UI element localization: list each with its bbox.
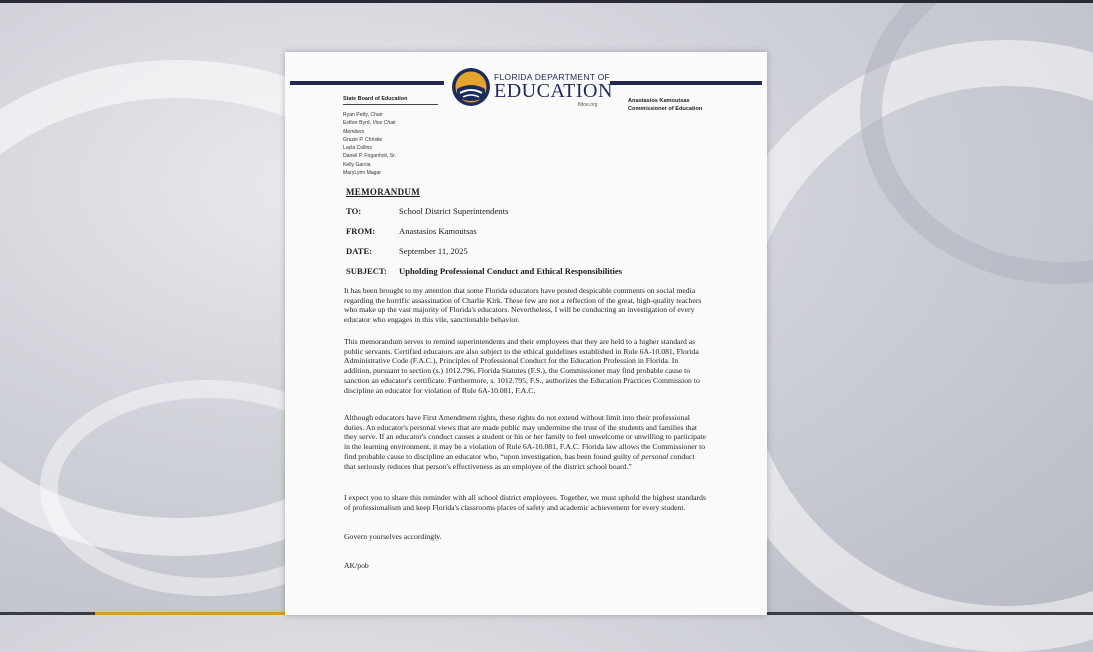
board-member: Grazie P. Christie: [343, 136, 383, 143]
memo-date-label: DATE:: [346, 246, 373, 256]
memo-closing: Govern yourselves accordingly.: [344, 532, 442, 541]
memo-to: [346, 206, 508, 216]
agency-name-line1: FLORIDA DEPARTMENT OF: [494, 72, 610, 82]
memo-initials: AK/pob: [344, 561, 369, 570]
memo-date: [346, 246, 468, 256]
fldoe-seal-icon: [451, 67, 491, 107]
board-member: Ryan Petty, Chair: [343, 112, 383, 118]
board-member-list: [343, 111, 396, 177]
memo-paragraph-1: It has been brought to my attention that some Florida educators have posted despicable comments on social media regarding the horrific assassination of Charlie Kirk. These few are not a reflection of the great, high-quality teachers who make up the vast majority of Florida's educators. Nevertheless, I will be conducting an investigation of every educator who engages in this vile, sanctionable behavior.: [344, 286, 702, 325]
memo-to-label: TO:: [346, 206, 362, 216]
memo-page: [285, 52, 767, 615]
board-member: Daniel P. Foganholi, Sr.: [343, 153, 396, 160]
memo-from: [346, 226, 477, 236]
memo-from-label: FROM:: [346, 226, 376, 236]
fldoe-logo: [451, 67, 613, 109]
commissioner-name: Anastasios Kamoutsas: [628, 98, 690, 104]
memo-date-value: September 11, 2025: [399, 246, 468, 256]
board-member: Kelly Garcia: [343, 161, 371, 168]
background-swirl: [860, 0, 1093, 284]
memo-subject-label: SUBJECT:: [346, 266, 387, 276]
letterhead-rule-left: [290, 81, 444, 85]
board-heading: State Board of Education: [343, 96, 438, 105]
commissioner-title: Commissioner of Education: [628, 106, 703, 112]
memo-title: MEMORANDUM: [346, 187, 420, 197]
agency-website: fldoe.org: [578, 102, 598, 108]
memo-paragraph-3: Although educators have First Amendment rights, these rights do not extend without limit into their professional duties. An educator's personal views that are made public may undermine the trust of the students and families that they serve. If an educator's conduct causes a student or his or her family to feel unwelcome or unwilling to participate in the learning environment, it may be a violation of Rule 6A-10.081, F.A.C. Florida law allows the Commissioner to find probable cause to discipline an educator who, “upon investigation, has been found guilty of personal conduct that seriously reduces that person's effectiveness as an employee of the district school board.”: [344, 413, 706, 471]
memo-paragraph-4: I expect you to share this reminder with all school district employees. Together, we must uphold the highest standards of professionalism and keep Florida's classrooms places of safety and academic achievement for every student.: [344, 493, 706, 512]
memo-subject-value: Upholding Professional Conduct and Ethical Responsibilities: [399, 266, 623, 276]
memo-subject: [346, 266, 622, 276]
commissioner-block: [628, 97, 702, 113]
emphasis-text: personal: [641, 451, 669, 461]
top-bar: [0, 0, 1093, 3]
memo-paragraph-2: This memorandum serves to remind superintendents and their employees that they are held to a higher standard as public servants. Certified educators are also subject to the ethical guidelines established in Rule 6A-10.081, Florida Administrative Code (F.A.C.), Principles of Professional Conduct for the Education Profession in Florida. In addition, pursuant to section (s.) 1012.796, Florida Statutes (F.S.), the Commissioner may find probable cause to sanction an educator's certificate. Furthermore, s. 1012.795, F.S., authorizes the Education Practices Commission to discipline an educator for violation of Rule 6A-10.081, F.A.C.: [344, 337, 700, 395]
agency-name-line2: EDUCATION: [494, 80, 613, 102]
memo-from-value: Anastasios Kamoutsas: [399, 226, 477, 236]
board-member: Members: [343, 128, 365, 135]
board-member: MaryLynn Magar: [343, 170, 382, 177]
memo-to-value: School District Superintendents: [399, 206, 509, 216]
board-member: Esther Byrd, Vice Chair: [343, 120, 396, 127]
letterhead-rule-right: [610, 81, 762, 85]
board-member: Layla Collins: [343, 145, 372, 152]
